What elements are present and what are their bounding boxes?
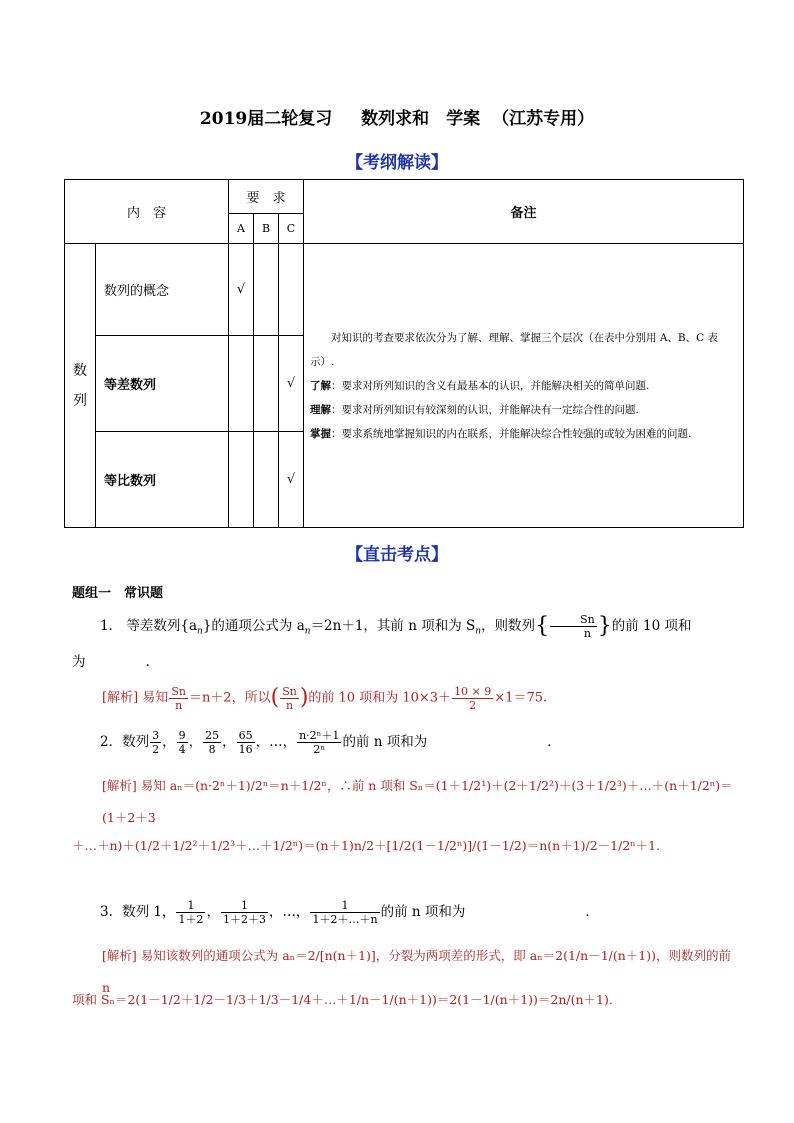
- row-arithmetic-c: √: [279, 336, 304, 432]
- level-c-header: C: [279, 214, 304, 244]
- answer-3-line-1: [解析] 易知该数列的通项公式为 aₙ＝2/[n(n＋1)]，分裂为两项差的形式，即 aₙ＝2(1/n－1/(n＋1))，则数列的前 n: [102, 948, 731, 995]
- question-1-cont: 为 ．: [72, 654, 159, 670]
- requirement-header: 要 求: [229, 180, 304, 214]
- remark-understand-deep: 理解：要求对所列知识有较深刻的认识，并能解决有一定综合性的问题.: [310, 403, 639, 416]
- remark-intro: 对知识的考查要求依次分为了解、理解、掌握三个层次（在表中分别用 A、B、C 表示）.: [310, 331, 719, 368]
- row-geometric-a: [229, 432, 254, 528]
- remark-understand-basic: 了解：要求对所列知识的含义有最基本的认识，并能解决相关的简单问题.: [310, 379, 650, 392]
- question-2: 2．数列 $\frac{3}{2}$ ， $\frac{9}{4}$ ， $\frac{25}{8}$ ， $\frac{65}{16}$ ，…， $\frac{\text{n·2ⁿ＋1}}{\text{2ⁿ}}$ 的前 n 项和为 ．: [100, 729, 561, 756]
- row-arithmetic-a: [229, 336, 254, 432]
- remark-header: 备注: [304, 180, 744, 244]
- row-concept-a: √: [229, 244, 254, 336]
- question-1: 1． 等差数列$\{a_n\}$的通项公式为 $a_n=2n+1$，其前 n 项和为 $S_n$，则数列{ $\frac{Sn}{n}$ }的前 10 项和: [100, 613, 692, 640]
- row-arithmetic-b: [254, 336, 279, 432]
- question-3: 3．数列 1， $\frac{1}{1+2}$ ， $\frac{1}{1+2+3}$ ，…， $\frac{1}{1+2+\dots+n}$ 的前 n 项和为 ．: [100, 899, 599, 926]
- section-heading-practice: 【直击考点】: [346, 545, 448, 565]
- group-heading: 题组一 常识题: [72, 586, 164, 601]
- content-header: 内 容: [65, 180, 229, 244]
- level-a-header: A: [229, 214, 254, 244]
- row-item-geometric: 等比数列: [96, 432, 229, 528]
- remark-cell: [304, 244, 744, 528]
- row-concept-c: [279, 244, 304, 336]
- answer-3-line-2: 项和 Sₙ＝2(1－1/2＋1/2－1/3＋1/3－1/4＋…＋1/n－1/(n＋1))＝2(1－1/(n＋1))＝2n/(n＋1).: [72, 992, 613, 1007]
- level-b-header: B: [254, 214, 279, 244]
- row-item-concept: 数列的概念: [96, 244, 229, 336]
- row-concept-b: [254, 244, 279, 336]
- topic-char-2: 列: [73, 392, 87, 409]
- section-heading-outline: 【考纲解读】: [346, 153, 448, 173]
- syllabus-table: [64, 179, 744, 528]
- remark-master: 掌握：要求系统地掌握知识的内在联系，并能解决综合性较强的或较为困难的问题.: [310, 427, 692, 440]
- answer-2-line-1: [解析] 易知 aₙ＝(n·2ⁿ＋1)/2ⁿ＝n＋1/2ⁿ，∴前 n 项和 Sₙ＝(1＋1/2¹)＋(2＋1/2²)＋(3＋1/2³)＋…＋(n＋1/2ⁿ)＝(1＋2＋3: [102, 778, 733, 825]
- answer-1: [解析] 易知 $\frac{Sn}{n}$ ＝n＋2，所以( $\frac{Sn}{n}$ )的前 10 项和为 10×3＋ $\frac{10 \times 9}{2}$ ×1＝75.: [102, 684, 548, 712]
- topic-char-1: 数: [73, 362, 87, 379]
- row-geometric-c: √: [279, 432, 304, 528]
- topic-cell: [65, 244, 96, 528]
- answer-2-line-2: ＋…＋n)＋(1/2＋1/2²＋1/2³＋…＋1/2ⁿ)＝(n＋1)n/2＋[1/2(1－1/2ⁿ)]/(1－1/2)＝n(n＋1)/2－1/2ⁿ＋1.: [72, 838, 661, 853]
- row-item-arithmetic: 等差数列: [96, 336, 229, 432]
- page-title: 2019届二轮复习 数列求和 学案 （江苏专用）: [199, 109, 595, 129]
- row-geometric-b: [254, 432, 279, 528]
